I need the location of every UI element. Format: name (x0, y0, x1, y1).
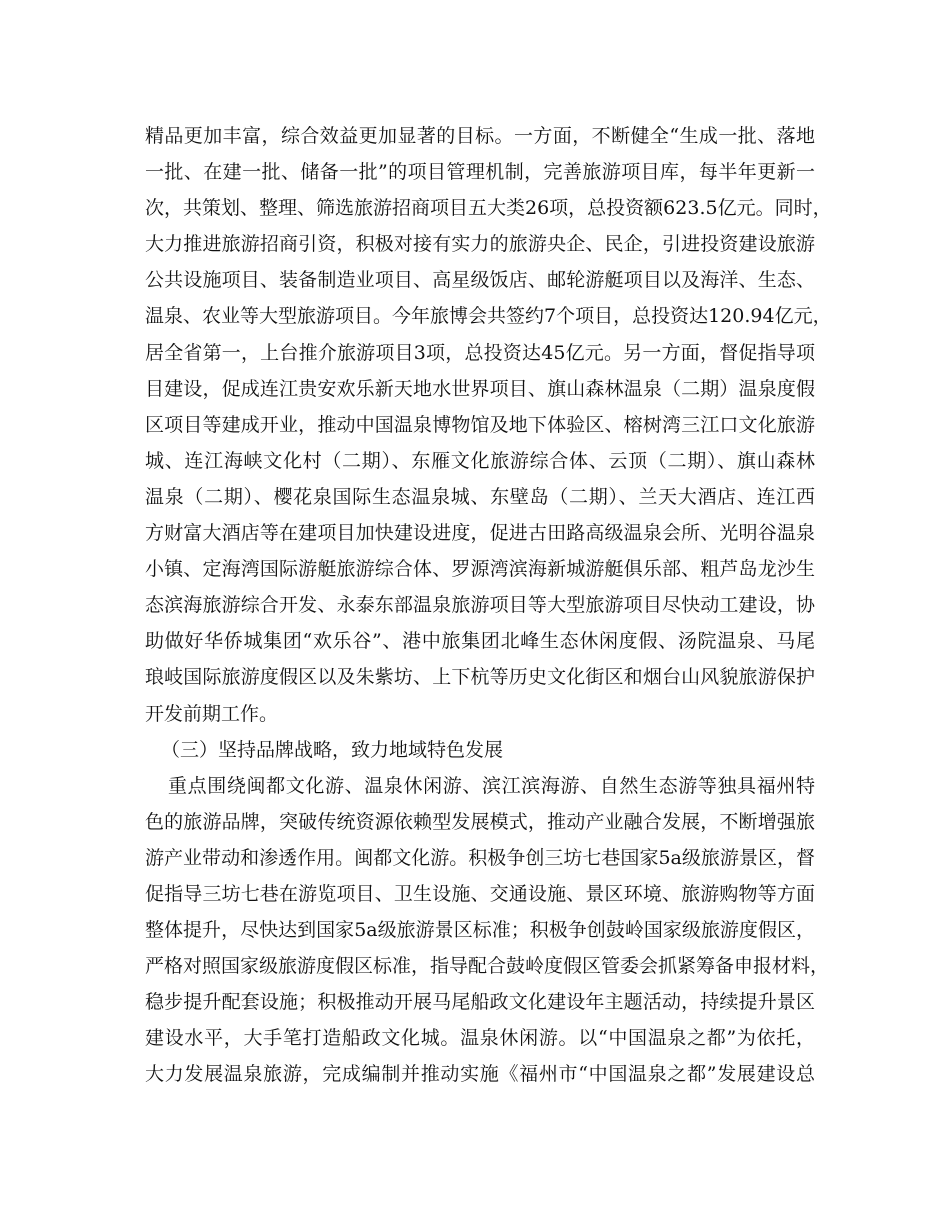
text-line: 稳步提升配套设施；积极推动开展马尾船政文化建设年主题活动，持续提升景区 (145, 991, 815, 1014)
text-line: 一批、在建一批、储备一批”的项目管理机制，完善旅游项目库，每半年更新一 (145, 161, 815, 184)
text-line: 城、连江海峡文化村（二期）、东雁文化旅游综合体、云顶（二期）、旗山森林 (145, 449, 815, 472)
text-line: 整体提升，尽快达到国家5a级旅游景区标准；积极争创鼓岭国家级旅游度假区， (145, 919, 815, 942)
text-line: 次，共策划、整理、筛选旅游招商项目五大类26项，总投资额623.5亿元。同时， (145, 197, 832, 220)
text-line: 温泉、农业等大型旅游项目。今年旅博会共签约7个项目，总投资达120.94亿元， (145, 305, 832, 328)
section-heading: （三）坚持品牌战略，致力地域特色发展 (161, 738, 504, 761)
text-line: 游产业带动和渗透作用。闽都文化游。积极争创三坊七巷国家5a级旅游景区，督 (145, 846, 815, 869)
text-line: 建设水平，大手笔打造船政文化城。温泉休闲游。以“中国温泉之都”为依托， (145, 1027, 815, 1050)
text-line: 小镇、定海湾国际游艇旅游综合体、罗源湾滨海新城游艇俱乐部、粗芦岛龙沙生 (145, 558, 815, 581)
document-body (145, 118, 832, 1093)
text-line: 大力发展温泉旅游，完成编制并推动实施《福州市“中国温泉之都”发展建设总 (145, 1063, 815, 1086)
text-line: 目建设，促成连江贵安欢乐新天地水世界项目、旗山森林温泉（二期）温泉度假 (145, 377, 815, 400)
paragraph-brand-strategy (145, 768, 830, 1093)
text-line: 态滨海旅游综合开发、永泰东部温泉旅游项目等大型旅游项目尽快动工建设，协 (145, 594, 815, 617)
text-line: 公共设施项目、装备制造业项目、高星级饭店、邮轮游艇项目以及海洋、生态、 (145, 269, 815, 292)
paragraph-continuation (145, 118, 832, 732)
text-line: 精品更加丰富，综合效益更加显著的目标。一方面，不断健全“生成一批、落地 (145, 125, 815, 147)
text-line: 温泉（二期）、樱花泉国际生态温泉城、东壁岛（二期）、兰天大酒店、连江西 (145, 485, 815, 508)
text-line: 重点围绕闽都文化游、温泉休闲游、滨江滨海游、自然生态游等独具福州特 (168, 774, 815, 797)
text-line: 促指导三坊七巷在游览项目、卫生设施、交通设施、景区环境、旅游购物等方面 (145, 882, 815, 905)
text-line: 严格对照国家级旅游度假区标准，指导配合鼓岭度假区管委会抓紧筹备申报材料， (145, 955, 830, 978)
text-line: 琅岐国际旅游度假区以及朱紫坊、上下杭等历史文化街区和烟台山风貌旅游保护 (145, 666, 815, 689)
text-line: 大力推进旅游招商引资，积极对接有实力的旅游央企、民企，引进投资建设旅游 (145, 233, 815, 256)
text-line: 助做好华侨城集团“欢乐谷”、港中旅集团北峰生态休闲度假、汤院温泉、马尾 (145, 630, 815, 653)
text-line: 开发前期工作。 (145, 702, 279, 725)
text-line: 居全省第一，上台推介旅游项目3项，总投资达45亿元。另一方面，督促指导项 (145, 341, 815, 364)
text-line: 区项目等建成开业，推动中国温泉博物馆及地下体验区、榕树湾三江口文化旅游 (145, 413, 815, 436)
text-line: 色的旅游品牌，突破传统资源依赖型发展模式，推动产业融合发展，不断增强旅 (145, 810, 815, 833)
text-line: 方财富大酒店等在建项目加快建设进度，促进古田路高级温泉会所、光明谷温泉 (145, 522, 815, 545)
